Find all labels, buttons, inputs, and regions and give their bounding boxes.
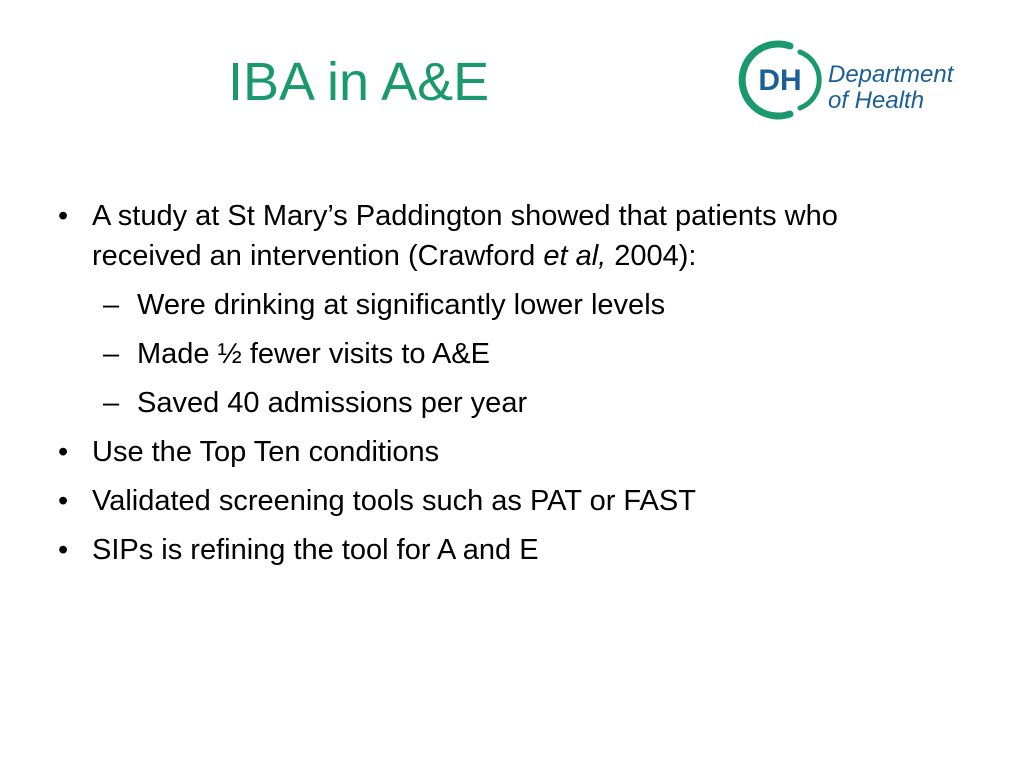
bullet-text: SIPs is refining the tool for A and E — [92, 534, 539, 566]
bullet-marker: • — [58, 436, 69, 468]
sub-bullet-item-3 — [0, 383, 1024, 423]
bullet-marker: • — [58, 200, 69, 232]
bullet-text: Validated screening tools such as PAT or FAST — [92, 485, 696, 517]
bullet-marker: • — [58, 485, 69, 517]
slide-body — [0, 196, 1024, 579]
bullet-item-1 — [0, 196, 922, 276]
bullet-text: A study at St Mary’s Paddington showed that patients who received an intervention (Crawford — [92, 200, 838, 272]
logo-wordmark — [828, 62, 953, 114]
sub-bullet-item-1 — [0, 285, 1024, 325]
sub-bullet-text: Saved 40 admissions per year — [137, 387, 528, 419]
slide-title: IBA in A&E — [228, 52, 490, 112]
bullet-italic-text: et al, — [543, 240, 607, 272]
sub-bullet-text: Were drinking at significantly lower levels — [137, 289, 666, 321]
sub-bullet-marker: – — [103, 338, 120, 370]
bullet-item-4 — [0, 530, 922, 570]
sub-bullet-item-2 — [0, 334, 1024, 374]
sub-bullet-marker: – — [103, 387, 120, 419]
bullet-item-2 — [0, 432, 922, 472]
bullet-text: Use the Top Ten conditions — [92, 436, 440, 468]
sub-bullet-text: Made ½ fewer visits to A&E — [137, 338, 490, 370]
logo-mark-text: DH — [758, 64, 802, 97]
bullet-item-3 — [0, 481, 922, 521]
logo-line-1: Department — [828, 61, 954, 88]
bullet-marker: • — [58, 534, 69, 566]
dh-logo-mark-icon — [738, 40, 824, 120]
bullet-text-end: 2004): — [606, 240, 697, 272]
sub-bullet-marker: – — [103, 289, 120, 321]
logo-line-2: of Health — [828, 87, 925, 114]
department-of-health-logo — [738, 40, 988, 120]
